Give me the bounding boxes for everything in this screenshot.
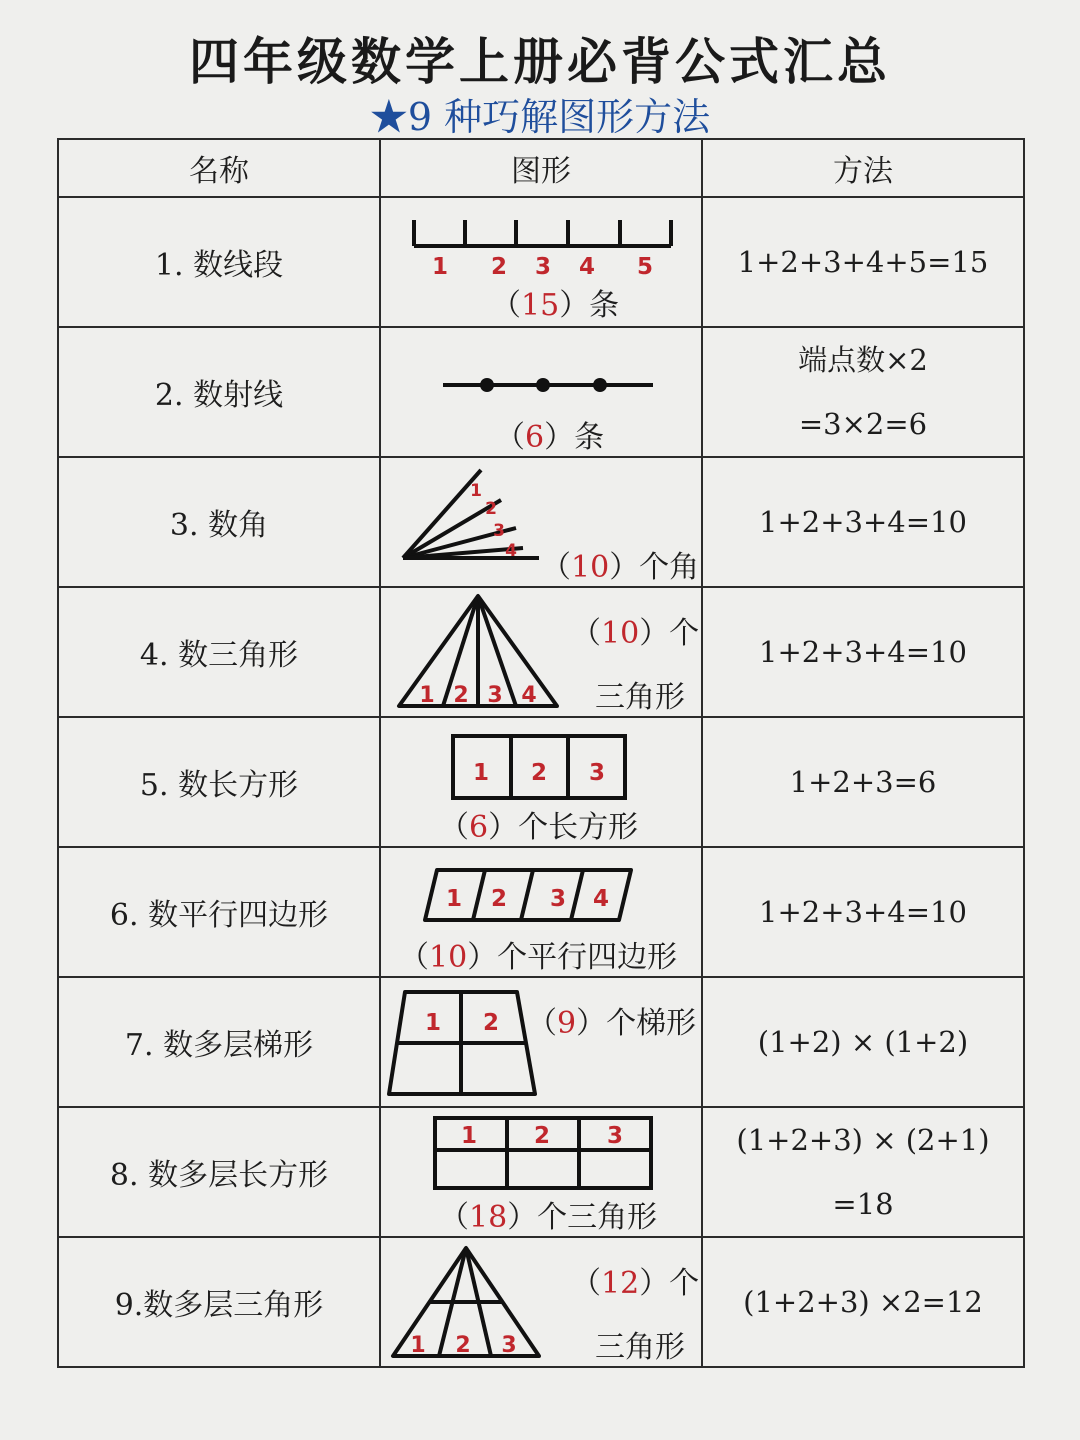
triangle-label: 2 (455, 1333, 471, 1358)
page-subtitle (0, 86, 1080, 141)
triangle-label: 3 (487, 683, 503, 708)
rectangle-label: 3 (588, 760, 606, 786)
figure-multilayer-triangles (380, 1237, 702, 1367)
header-name: 名称 (58, 139, 380, 197)
figure-caption: （6）条 (495, 420, 605, 455)
row-method: (1+2+3) × (2+1) =18 (702, 1107, 1024, 1237)
figure-caption-line2: 三角形 (595, 1330, 685, 1365)
figure-caption: （10）个平行四边形 (399, 940, 678, 975)
row-name: 8. 数多层长方形 (58, 1107, 380, 1237)
figure-line-segment (380, 197, 702, 327)
row-name: 3. 数角 (58, 457, 380, 587)
figure-caption: （9）个梯形 (527, 1006, 697, 1041)
parallelogram-label: 2 (490, 886, 508, 912)
subtitle-text: 9 种巧解图形方法 (407, 95, 711, 139)
trapezoid-label: 1 (424, 1010, 442, 1036)
row-name: 9.数多层三角形 (58, 1237, 380, 1367)
header-method: 方法 (702, 139, 1024, 197)
row-name: 4. 数三角形 (58, 587, 380, 717)
segment-label: 4 (578, 254, 596, 280)
rectangle-label: 1 (460, 1123, 478, 1149)
row-method: (1+2+3) ×2=12 (702, 1237, 1024, 1367)
row-method: 1+2+3=6 (702, 717, 1024, 847)
rectangle-label: 1 (472, 760, 490, 786)
parallelogram-label: 3 (549, 886, 567, 912)
row-method: (1+2) × (1+2) (702, 977, 1024, 1107)
angle-label: 1 (470, 481, 482, 501)
figure-rays (380, 327, 702, 457)
figure-parallelograms (380, 847, 702, 977)
table-row (58, 457, 1024, 587)
table-row (58, 327, 1024, 457)
table-row (58, 1237, 1024, 1367)
triangle-label: 2 (453, 683, 469, 708)
figure-caption: （10）个角 (541, 550, 700, 585)
row-name: 7. 数多层梯形 (58, 977, 380, 1107)
figure-multilayer-rectangles (380, 1107, 702, 1237)
table-row (58, 197, 1024, 327)
segment-label: 5 (636, 254, 654, 280)
figure-rectangles (380, 717, 702, 847)
row-name: 6. 数平行四边形 (58, 847, 380, 977)
table-row (58, 977, 1024, 1107)
rectangle-label: 3 (606, 1123, 624, 1149)
segment-label: 2 (490, 254, 508, 280)
angle-label: 4 (505, 541, 517, 561)
parallelogram-label: 1 (445, 886, 463, 912)
header-row (58, 139, 1024, 197)
figure-caption-line2: 三角形 (595, 680, 685, 715)
rectangle-label: 2 (530, 760, 548, 786)
parallelogram-label: 4 (592, 886, 610, 912)
header-figure: 图形 (380, 139, 702, 197)
row-method: 端点数×2 =3×2=6 (702, 327, 1024, 457)
table-row (58, 847, 1024, 977)
triangle-label: 1 (410, 1333, 426, 1358)
figure-trapezoids (380, 977, 702, 1107)
triangle-label: 3 (501, 1333, 517, 1358)
segment-label: 3 (534, 254, 552, 280)
trapezoid-label: 2 (482, 1010, 500, 1036)
row-name: 1. 数线段 (58, 197, 380, 327)
row-method: 1+2+3+4=10 (702, 587, 1024, 717)
row-method: 1+2+3+4+5=15 (702, 197, 1024, 327)
row-name: 5. 数长方形 (58, 717, 380, 847)
figure-caption: （12）个 (571, 1266, 700, 1301)
row-name: 2. 数射线 (58, 327, 380, 457)
figure-angles (380, 457, 702, 587)
table-row (58, 1107, 1024, 1237)
figure-caption: （15）条 (491, 288, 620, 323)
table-row (58, 717, 1024, 847)
triangle-label: 1 (419, 683, 435, 708)
row-method: 1+2+3+4=10 (702, 847, 1024, 977)
triangle-label: 4 (521, 683, 537, 708)
star-icon: ★ (369, 95, 408, 139)
figure-triangles (380, 587, 702, 717)
figure-caption: （18）个三角形 (439, 1200, 658, 1235)
angle-label: 2 (485, 499, 497, 519)
angle-label: 3 (493, 521, 505, 541)
figure-caption: （6）个长方形 (439, 810, 639, 845)
row-method: 1+2+3+4=10 (702, 457, 1024, 587)
figure-caption: （10）个 (571, 616, 700, 651)
segment-label: 1 (431, 254, 449, 280)
rectangle-label: 2 (533, 1123, 551, 1149)
page-title: 四年级数学上册必背公式汇总 (189, 33, 891, 91)
methods-table (57, 138, 1025, 1368)
table-row (58, 587, 1024, 717)
